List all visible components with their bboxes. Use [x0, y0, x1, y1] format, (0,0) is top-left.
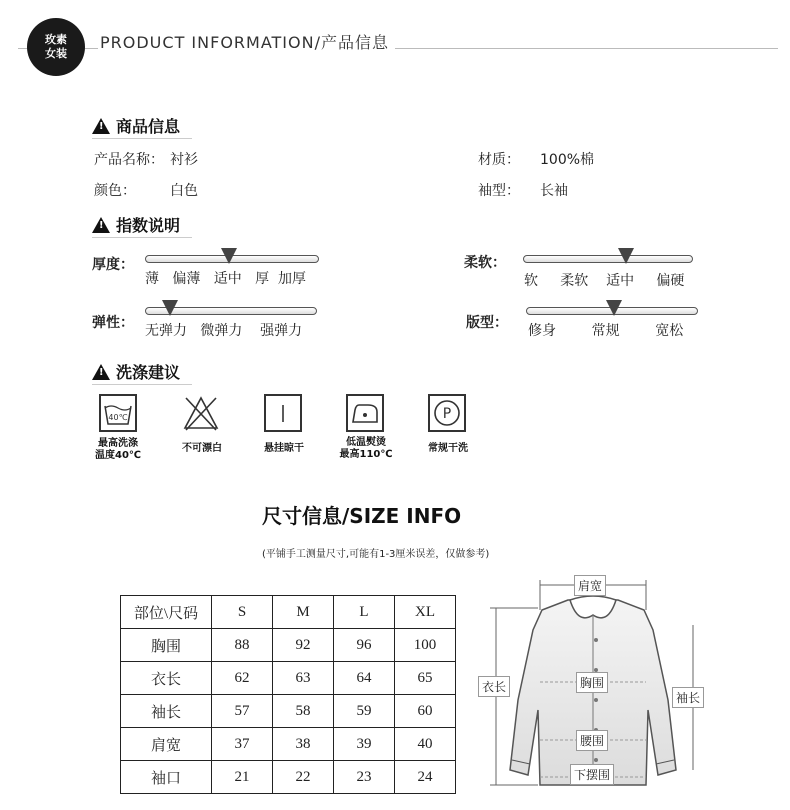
logo-line-2: 女装: [45, 47, 67, 60]
warning-icon: [92, 118, 110, 134]
table-cell: 21: [212, 761, 273, 794]
table-cell: 40: [395, 728, 456, 761]
product-info-heading: [92, 114, 180, 137]
table-cell: 22: [273, 761, 334, 794]
table-cell: 62: [212, 662, 273, 695]
section-underline: [92, 384, 192, 385]
scale-label: 微弹力: [200, 323, 243, 339]
color-label: 颜色：: [94, 183, 136, 199]
table-cell: 59: [334, 695, 395, 728]
warning-icon: [92, 217, 110, 233]
table-cell: 衣长: [121, 662, 212, 695]
table-row: [121, 629, 456, 662]
dry-clean-symbol: P: [442, 406, 452, 422]
table-cell: 57: [212, 695, 273, 728]
fit-marker-icon: [606, 300, 622, 316]
product-name-value: 衬衫: [170, 152, 198, 168]
care-caption-line: 温度40℃: [94, 450, 142, 461]
fit-scale: [528, 320, 683, 340]
table-cell: 100: [395, 629, 456, 662]
table-row: [121, 695, 456, 728]
table-header-cell: L: [334, 596, 395, 629]
section-underline: [92, 237, 192, 238]
scale-label: 偏薄: [172, 271, 201, 287]
care-caption-line: 常规干洗: [428, 443, 468, 454]
table-header-cell: S: [212, 596, 273, 629]
color-value: 白色: [170, 183, 198, 199]
scale-label: 加厚: [277, 271, 306, 287]
warning-icon: [92, 364, 110, 380]
scale-label: 薄: [145, 271, 159, 287]
care-heading: [92, 360, 180, 383]
size-info-title: 尺寸信息/SIZE INFO: [262, 504, 462, 528]
softness-marker-icon: [618, 248, 634, 264]
table-header-cell: M: [273, 596, 334, 629]
table-cell: 24: [395, 761, 456, 794]
table-cell: 63: [273, 662, 334, 695]
index-heading-text: 指数说明: [116, 216, 181, 235]
scale-label: 适中: [606, 273, 635, 289]
care-caption-line: 最高洗涤: [98, 438, 138, 449]
thickness-scale: [145, 268, 306, 288]
table-row: [121, 662, 456, 695]
elasticity-marker-icon: [162, 300, 178, 316]
length-label: 衣长: [478, 676, 510, 697]
table-cell: 肩宽: [121, 728, 212, 761]
care-caption: [420, 443, 476, 455]
table-header-cell: XL: [395, 596, 456, 629]
sleeve-type-value: 长袖: [540, 183, 568, 199]
softness-slider: [523, 255, 693, 263]
table-header-cell: 部位\尺码: [121, 596, 212, 629]
elasticity-label: 弹性：: [92, 315, 134, 331]
thickness-label: 厚度：: [92, 257, 134, 273]
scale-label: 适中: [213, 271, 242, 287]
elasticity-scale: [145, 320, 302, 340]
scale-label: 厚: [255, 271, 270, 287]
waist-label: 腰围: [576, 730, 608, 751]
table-cell: 39: [334, 728, 395, 761]
sleeve-length-label: 袖长: [672, 687, 704, 708]
low-iron-icon: [346, 394, 384, 432]
wash-40-icon: [99, 394, 137, 432]
table-cell: 袖口: [121, 761, 212, 794]
care-caption-line: 最高110℃: [339, 449, 393, 460]
care-heading-text: 洗涤建议: [116, 363, 181, 382]
table-cell: 23: [334, 761, 395, 794]
index-heading: [92, 213, 180, 236]
scale-label: 常规: [591, 323, 620, 339]
hem-label: 下摆围: [570, 764, 614, 785]
thickness-marker-icon: [221, 248, 237, 264]
softness-scale: [524, 270, 684, 290]
table-cell: 60: [395, 695, 456, 728]
table-cell: 65: [395, 662, 456, 695]
product-name-label: 产品名称：: [94, 152, 164, 168]
shoulder-width-label: 肩宽: [574, 575, 606, 596]
chest-label: 胸围: [576, 672, 608, 693]
table-cell: 袖长: [121, 695, 212, 728]
wash-temp-symbol: 40℃: [108, 413, 128, 422]
dry-clean-icon: [428, 394, 466, 432]
scale-label: 无弹力: [145, 323, 187, 339]
sleeve-type-label: 袖型：: [478, 183, 520, 199]
scale-label: 软: [524, 273, 538, 289]
table-row: [121, 728, 456, 761]
table-cell: 58: [273, 695, 334, 728]
table-cell: 37: [212, 728, 273, 761]
scale-label: 强弹力: [260, 323, 303, 339]
table-header-row: [121, 596, 456, 629]
scale-label: 修身: [528, 323, 556, 339]
no-bleach-icon: [182, 394, 220, 432]
scale-label: 宽松: [655, 323, 684, 339]
fit-label: 版型：: [466, 315, 508, 331]
section-underline: [92, 138, 192, 139]
scale-label: 偏硬: [656, 273, 685, 289]
table-cell: 胸围: [121, 629, 212, 662]
care-caption: [90, 438, 146, 462]
size-table: [120, 595, 456, 794]
table-cell: 96: [334, 629, 395, 662]
shirt-diagram: [478, 570, 708, 800]
material-label: 材质：: [478, 152, 520, 168]
table-cell: 88: [212, 629, 273, 662]
brand-logo: [27, 18, 85, 76]
table-cell: 38: [273, 728, 334, 761]
size-info-note: (平铺手工测量尺寸,可能有1-3厘米误差，仅做参考): [262, 549, 490, 560]
material-value: 100%棉: [540, 152, 595, 168]
table-cell: 92: [273, 629, 334, 662]
table-cell: 64: [334, 662, 395, 695]
softness-label: 柔软：: [464, 255, 506, 271]
scale-label: 柔软: [560, 273, 589, 289]
hang-dry-icon: [264, 394, 302, 432]
care-caption-line: 不可漂白: [182, 443, 222, 454]
table-row: [121, 761, 456, 794]
care-caption-line: 低温熨烫: [346, 437, 386, 448]
care-caption: [256, 443, 312, 455]
care-caption-line: 悬挂晾干: [264, 443, 304, 454]
product-info-heading-text: 商品信息: [116, 117, 181, 136]
page-title: PRODUCT INFORMATION/产品信息: [98, 30, 395, 53]
care-caption: [336, 437, 396, 461]
logo-line-1: 玫素: [45, 33, 67, 46]
care-caption: [174, 443, 230, 455]
